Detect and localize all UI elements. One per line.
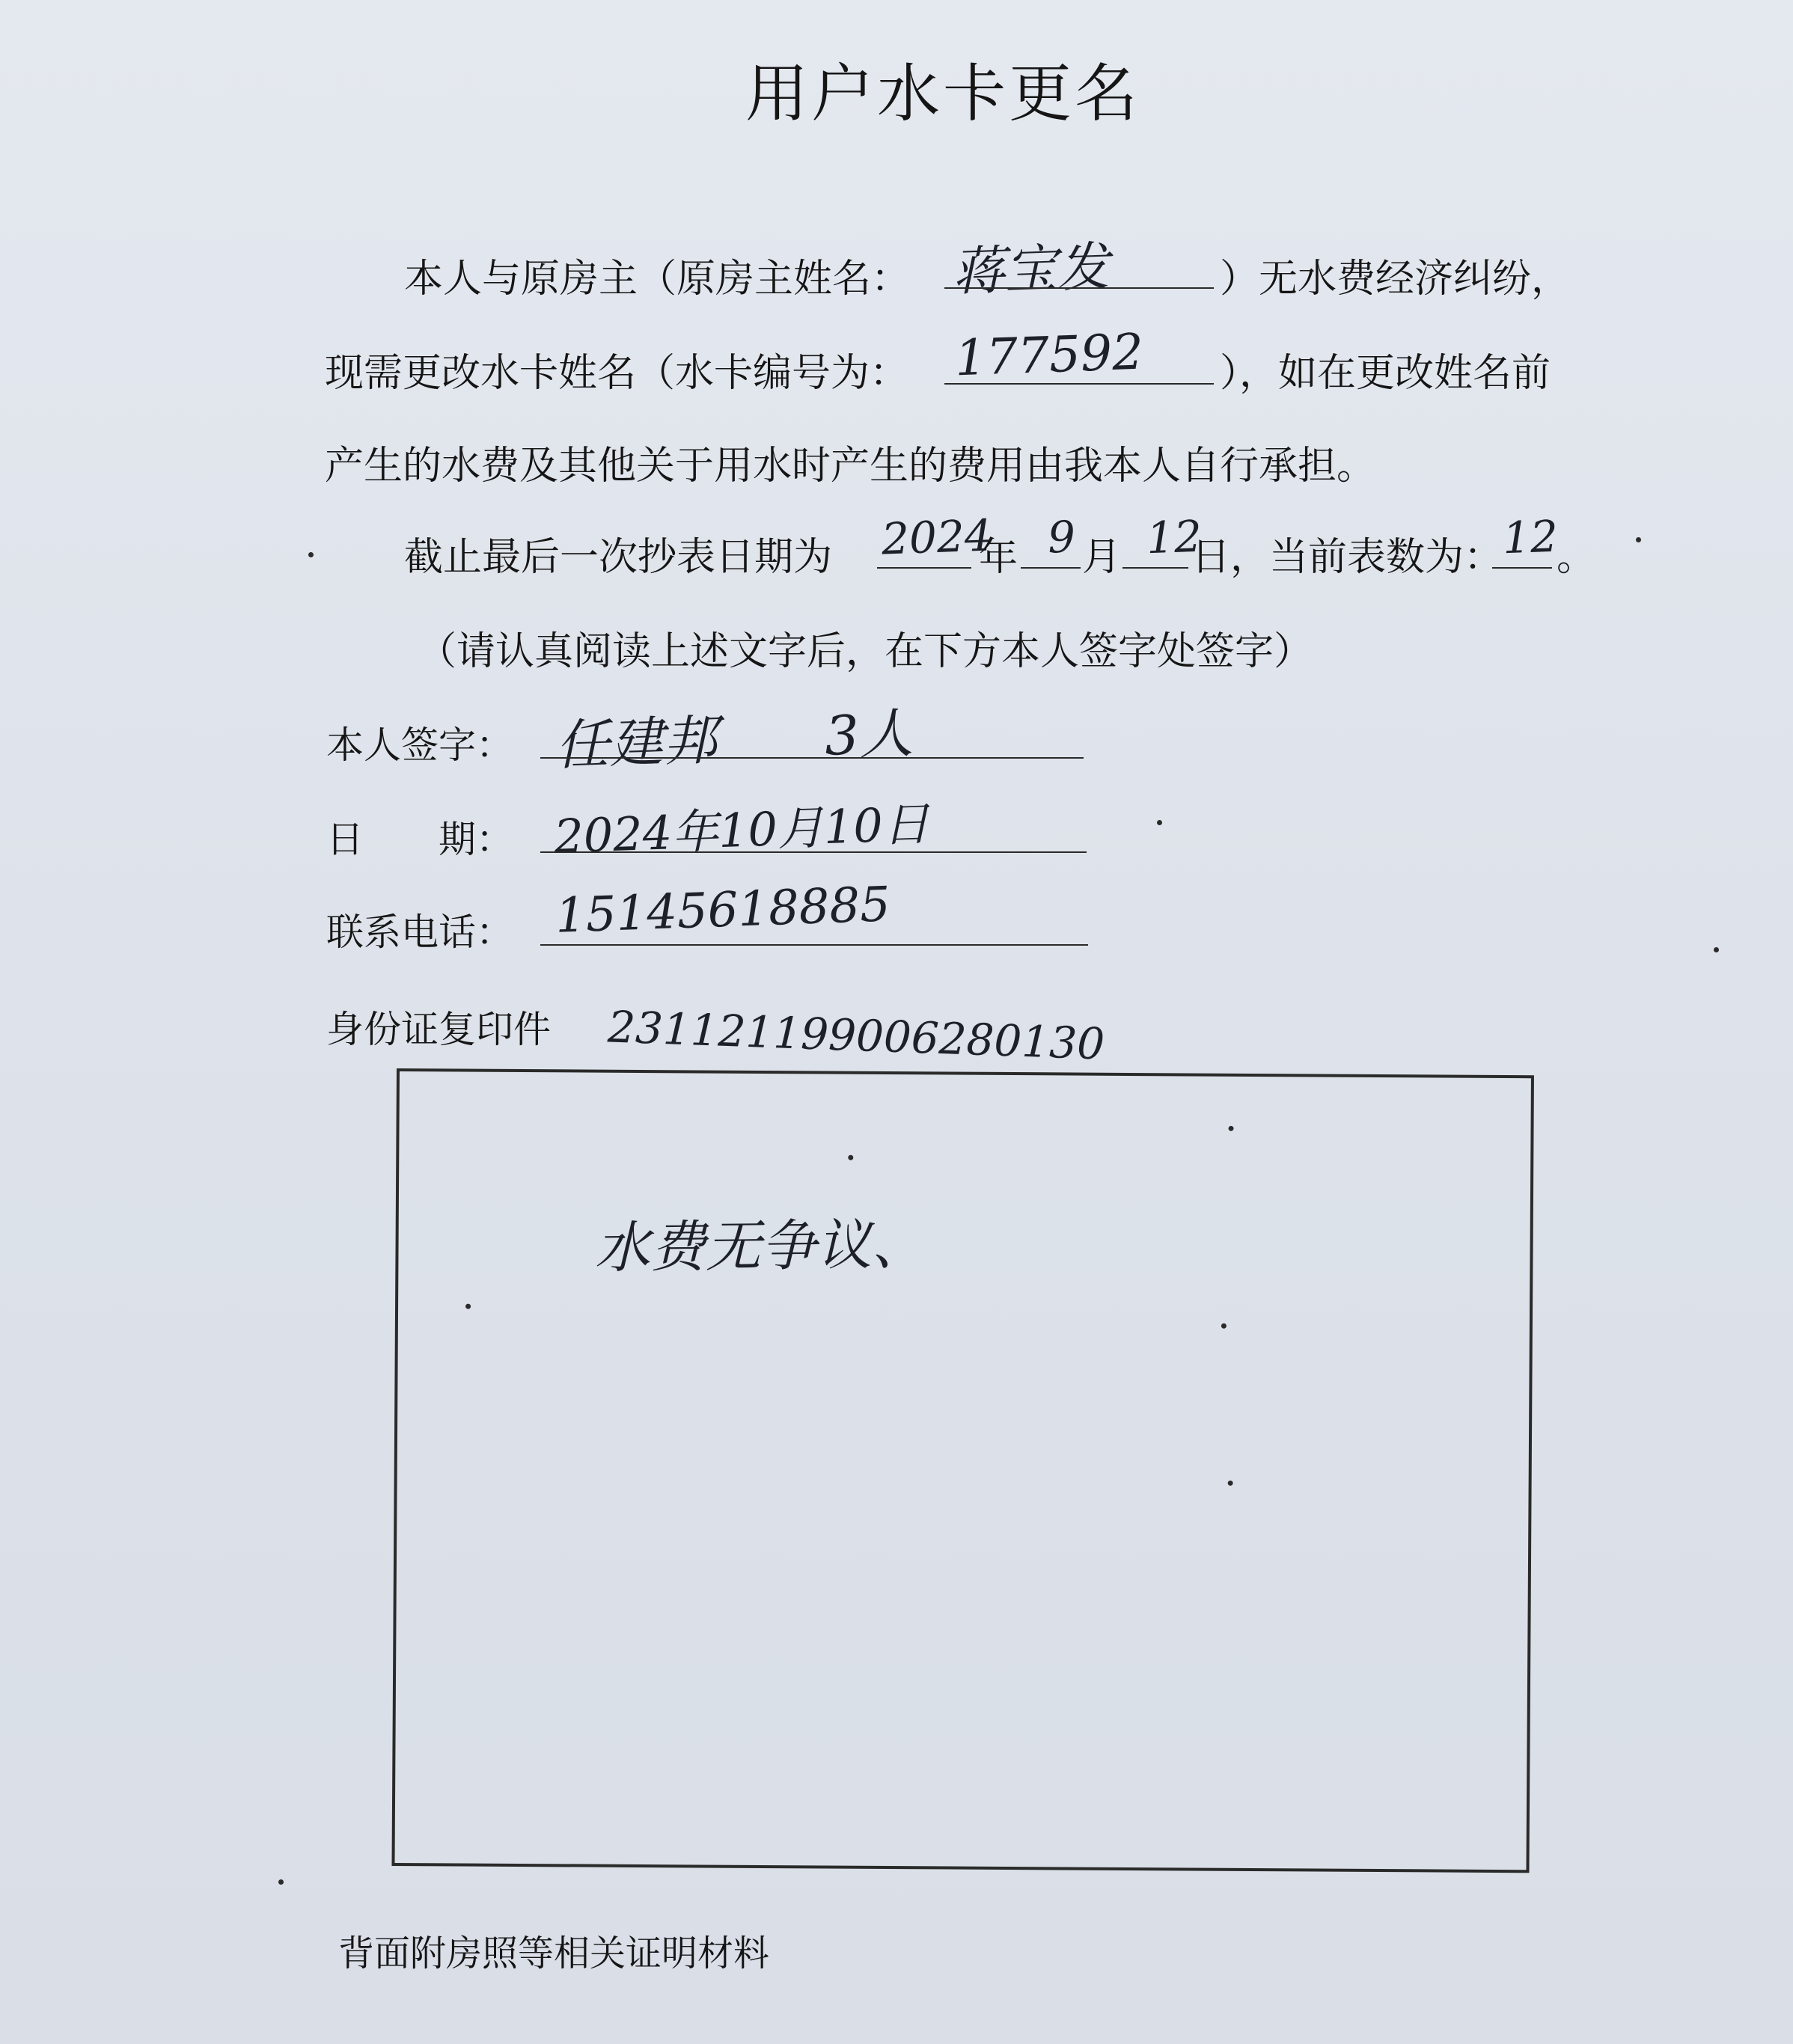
original-owner-underline xyxy=(944,287,1214,289)
card-number: 177592 xyxy=(953,322,1145,388)
footer-note: 背面附房照等相关证明材料 xyxy=(338,1933,770,1974)
statement-line2-suffix: ），如在更改姓名前 xyxy=(1220,351,1551,396)
speck xyxy=(1229,1126,1234,1131)
reading-year-unit: 年 xyxy=(979,535,1018,580)
signing-instruction: （请认真阅读上述文字后，在下方本人签字处签字） xyxy=(418,629,1313,674)
date-value: 2024年10月10日 xyxy=(553,796,930,864)
speck xyxy=(1157,820,1162,825)
reading-month: 9 xyxy=(1046,511,1077,563)
meter-reading: 12 xyxy=(1501,510,1559,564)
speck xyxy=(848,1155,853,1160)
statement-line1-suffix: ）无水费经济纠纷， xyxy=(1220,257,1571,302)
card-number-underline xyxy=(944,383,1214,385)
signature-underline xyxy=(540,757,1084,759)
speck xyxy=(308,552,314,557)
original-owner-name: 蒋宝发 xyxy=(950,236,1111,303)
phone-underline xyxy=(540,944,1088,946)
speck xyxy=(1636,537,1641,542)
reading-month-underline xyxy=(1021,567,1081,569)
reading-year-underline xyxy=(877,567,971,569)
speck xyxy=(465,1304,471,1309)
statement-line4-prefix: 截止最后一次抄表日期为 xyxy=(404,535,833,580)
document-title: 用户水卡更名 xyxy=(745,57,1140,130)
id-copy-box xyxy=(391,1068,1533,1873)
phone-label: 联系电话： xyxy=(326,911,513,954)
statement-line4-end: 。 xyxy=(1557,535,1596,580)
statement-line3: 产生的水费及其他关于用水时产生的费用由我本人自行承担。 xyxy=(325,444,1376,489)
date-underline xyxy=(540,851,1087,853)
reading-month-unit: 月 xyxy=(1082,535,1122,580)
date-label: 日 期： xyxy=(326,818,513,861)
reading-year: 2024 xyxy=(880,510,993,565)
statement-line2-prefix: 现需更改水卡姓名（水卡编号为： xyxy=(325,351,909,396)
signature-value: 任建邦 3人 xyxy=(554,701,914,777)
reading-day-suffix: 日，当前表数为： xyxy=(1191,535,1503,580)
phone-value: 15145618885 xyxy=(554,877,892,944)
reading-day-underline xyxy=(1122,567,1188,569)
statement-line1-prefix: 本人与原房主（原房主姓名： xyxy=(404,257,911,302)
speck xyxy=(278,1879,284,1885)
id-number-value: 231121199006280130 xyxy=(607,1001,1106,1070)
speck xyxy=(1714,947,1719,952)
id-copy-label: 身份证复印件 xyxy=(326,1008,551,1051)
id-box-note: 水费无争议、 xyxy=(594,1212,928,1281)
meter-reading-underline xyxy=(1492,567,1552,569)
signature-label: 本人签字： xyxy=(326,723,513,767)
reading-day: 12 xyxy=(1145,510,1203,564)
speck xyxy=(1228,1481,1233,1486)
speck xyxy=(1221,1324,1227,1329)
